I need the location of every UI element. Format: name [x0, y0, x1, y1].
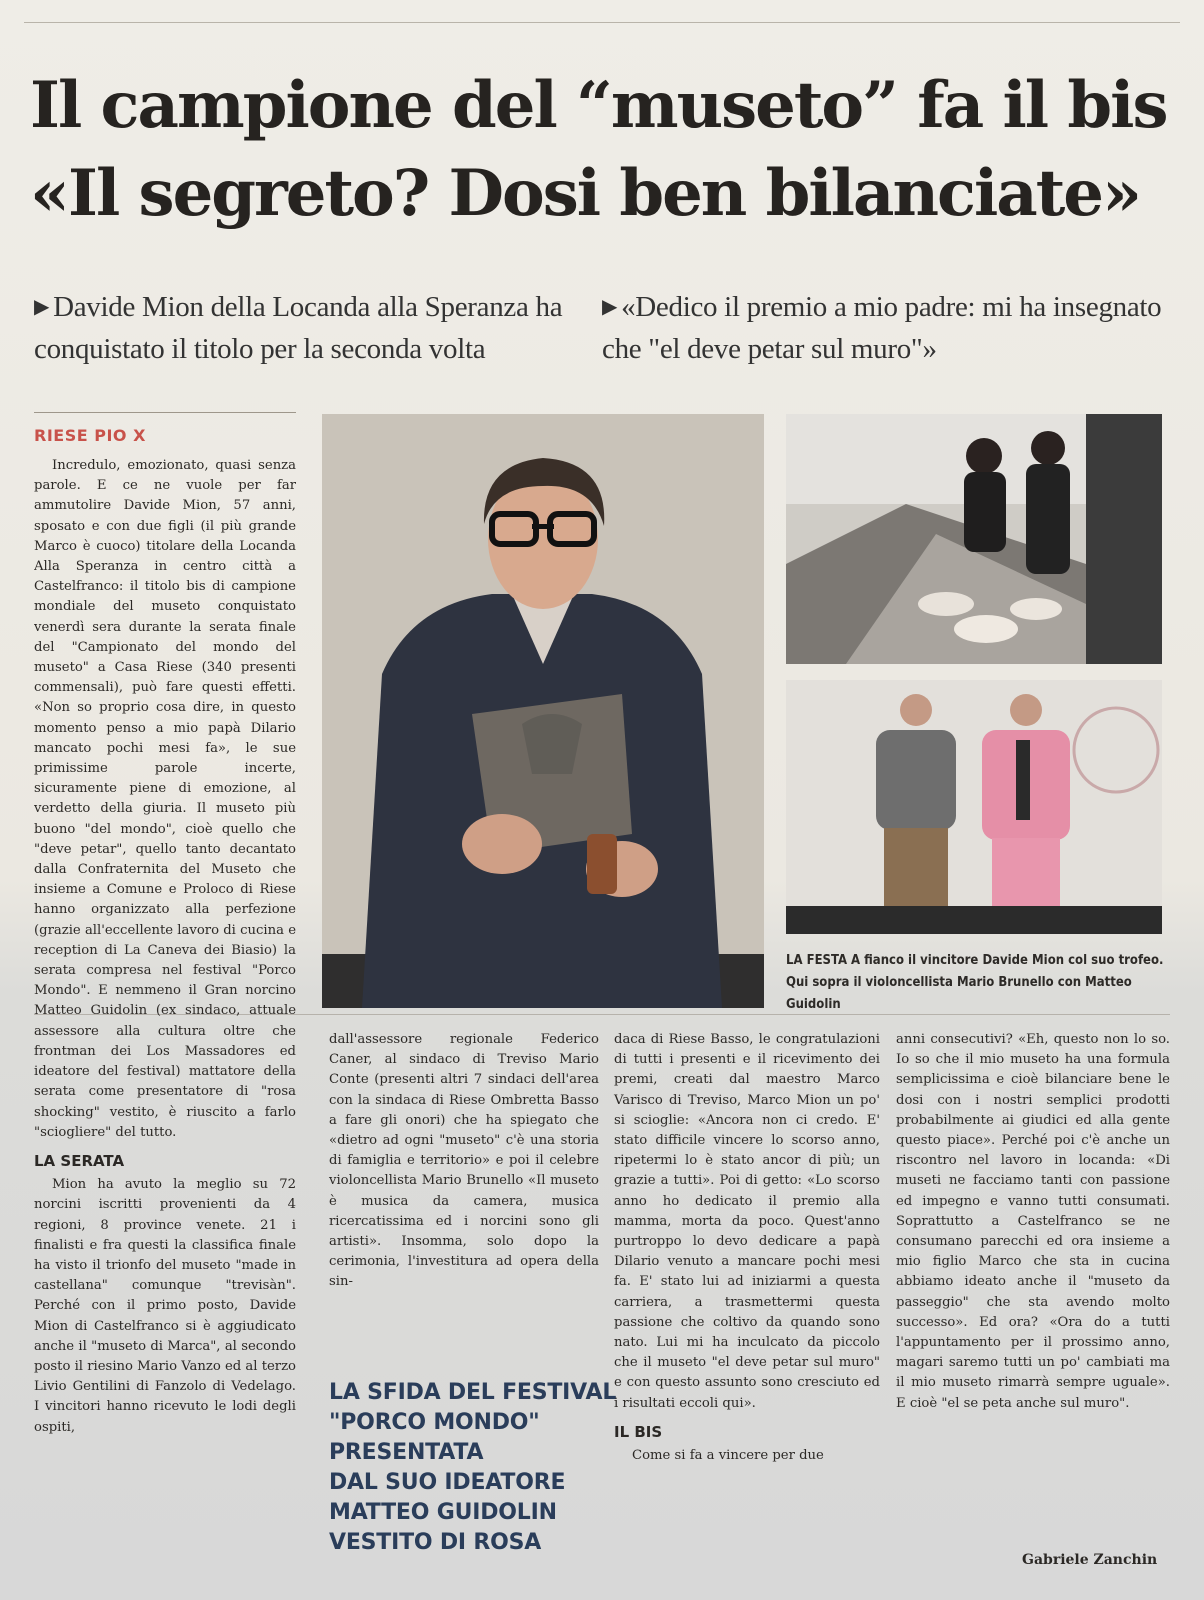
divider — [34, 412, 296, 413]
deck-left-text: Davide Mion della Locanda alla Speranza ha conquistato il titolo per la seconda volta — [34, 291, 563, 365]
triangle-bullet-icon: ▶ — [602, 296, 618, 318]
deck-left — [34, 286, 599, 370]
deck-right — [602, 286, 1177, 370]
pull-quote-line: LA SFIDA DEL FESTIVAL — [329, 1380, 617, 1405]
pull-quote-line: "PORCO MONDO" — [329, 1410, 540, 1435]
pull-quote-line: DAL SUO IDEATORE — [329, 1470, 566, 1495]
subheading: LA SERATA — [34, 1151, 125, 1170]
byline: Gabriele Zanchin — [1022, 1552, 1158, 1568]
body-paragraph: anni consecutivi? «Eh, questo non lo so. Io so che il mio museto ha una formula semplicissima e cioè bilanciare bene le dosi con i nostri semplici prodotti probabilmente ai giudici ed alla gente questo piace». Perché poi c'è anche un riscontro nel lavoro in locanda: «Di museti ne facciamo tanti con passione ed impegno e vanno tutti consumati. Soprattutto a Castelfranco se ne consumano parecchi ed ora insieme a mio figlio Marco che sta in cucina abbiamo ideato anche il "museto da passeggio" che sta avendo molto successo». Ed ora? «Ora do a tutti l'appuntamento per il prossimo anno, magari saremo tutti un po' cambiati ma il mio museto rimarrà sempre uguale». E cioè "el se peta anche sul muro". — [896, 1032, 1170, 1411]
headline — [30, 62, 1180, 238]
kitchen-illustration — [786, 414, 1162, 664]
caption-label: LA FESTA — [786, 953, 848, 968]
body-paragraph: Mion ha avuto la meglio su 72 norcini iscritti provenienti da 4 regioni, 8 province venete. 21 i finalisti e fra questi la classifica finale ha visto il trionfo del museto "made in castellana" comunque "trevisàn". Perché con il primo posto, Davide Mion di Castelfranco si è aggiudicato anche il "museto di Marca", al secondo posto il riesino Mario Vanzo ed al terzo Livio Gentilini di Fanzolo di Vedelago. I vincitori hanno ricevuto le lodi degli ospiti, — [34, 1177, 296, 1435]
body-column-2 — [329, 1030, 599, 1293]
photo-kitchen-preparation — [786, 414, 1162, 664]
caption-text: A fianco il vincitore Davide Mion col suo trofeo. Qui sopra il violoncellista Mario Brunello con Matteo Guidolin — [786, 953, 1164, 1012]
pull-quote — [329, 1378, 617, 1558]
headline-line-1: Il campione del “museto” fa il bis — [30, 68, 1167, 143]
pull-quote-line: VESTITO DI ROSA — [329, 1530, 542, 1555]
body-column-1 — [34, 456, 296, 1596]
body-column-3 — [614, 1030, 880, 1466]
photo-caption — [786, 950, 1170, 1016]
headline-line-2: «Il segreto? Dosi ben bilanciate» — [30, 156, 1140, 231]
subheading: IL BIS — [614, 1422, 663, 1441]
stage-illustration — [786, 680, 1162, 934]
deck-right-text: «Dedico il premio a mio padre: mi ha insegnato che "el deve petar sul muro"» — [602, 291, 1162, 365]
body-column-4 — [896, 1030, 1170, 1414]
body-paragraph: daca di Riese Basso, le congratulazioni di tutti i presenti e il ricevimento dei premi, creati dal maestro Marco Varisco di Treviso, Marco Mion un po' si scioglie: «Ancora non ci credo. E' stato difficile vincere lo scorso anno, ripetermi lo è stato ancor di più; un grazie a tutti». Poi di getto: «Lo scorso anno ho dedicato il premio alla mamma, morta da poco. Quest'anno purtroppo lo devo dedicare a papà Dilario venuto a mancare pochi mesi fa. E' stato lui ad iniziarmi a questa carriera, a trasmettermi questa passione che coltivo da quando sono nato. Lui mi ha inculcato da piccolo che il museto "el deve petar sul muro" e con questo assunto sono cresciuto ed i risultati eccoli qui». — [614, 1032, 880, 1411]
pull-quote-line: PRESENTATA — [329, 1440, 484, 1465]
pull-quote-line: MATTEO GUIDOLIN — [329, 1500, 557, 1525]
triangle-bullet-icon: ▶ — [34, 296, 50, 318]
winner-illustration — [322, 414, 764, 1008]
top-strip — [24, 0, 1180, 23]
photo-winner-with-trophy — [322, 414, 764, 1008]
body-paragraph: Come si fa a vincere per due — [632, 1448, 824, 1464]
body-paragraph: dall'assessore regionale Federico Caner, al sindaco di Treviso Mario Conte (presenti altri 7 sindaci dell'area con la sindaca di Riese Ombretta Basso a fare gli onori) che ha spiegato che «dietro ad ogni "museto" c'è una storia di famiglia e territorio» e poi il celebre violoncellista Mario Brunello «Il museto è musica da camera, musica ricercatissima ed i norcini sono gli artisti». Insomma, solo dopo la cerimonia, l'investitura ad opera della sin- — [329, 1032, 599, 1290]
photo-stage-guests — [786, 680, 1162, 934]
body-paragraph: Incredulo, emozionato, quasi senza parole. E ce ne vuole per far ammutolire Davide Mion, 57 anni, sposato e con due figli (il più grande Marco è cuoco) titolare della Locanda Alla Speranza in centro città a Castelfranco: il titolo bis di campione mondiale del museto conquistato venerdì sera durante la serata finale del "Campionato del mondo del museto" a Casa Riese (340 presenti commensali), può fare questi effetti. «Non so proprio cosa dire, in questo momento penso a mio papà Dilario mancato pochi mesi fa», le sue primissime parole incerte, sicuramente piene di emozione, al verdetto della giuria. Il museto più buono "del mondo", cioè quello che "deve petar", quello tanto decantato dalla Confraternita del Museto che insieme a Comune e Proloco di Riese hanno organizzato alla perfezione (grazie all'eccellente lavoro di cucina e reception di La Caneva dei Biasio) la serata compresa nel festival "Porco Mondo". E nemmeno il Gran norcino Matteo Guidolin (ex sindaco, attuale assessore alla cultura oltre che frontman dei Los Massadores ed ideatore del festival) mattatore della serata come presentatore di "rosa shocking" vestito, è riuscito a farlo "sciogliere" del tutto. — [34, 458, 296, 1140]
kicker-location: RIESE PIO X — [34, 426, 146, 445]
